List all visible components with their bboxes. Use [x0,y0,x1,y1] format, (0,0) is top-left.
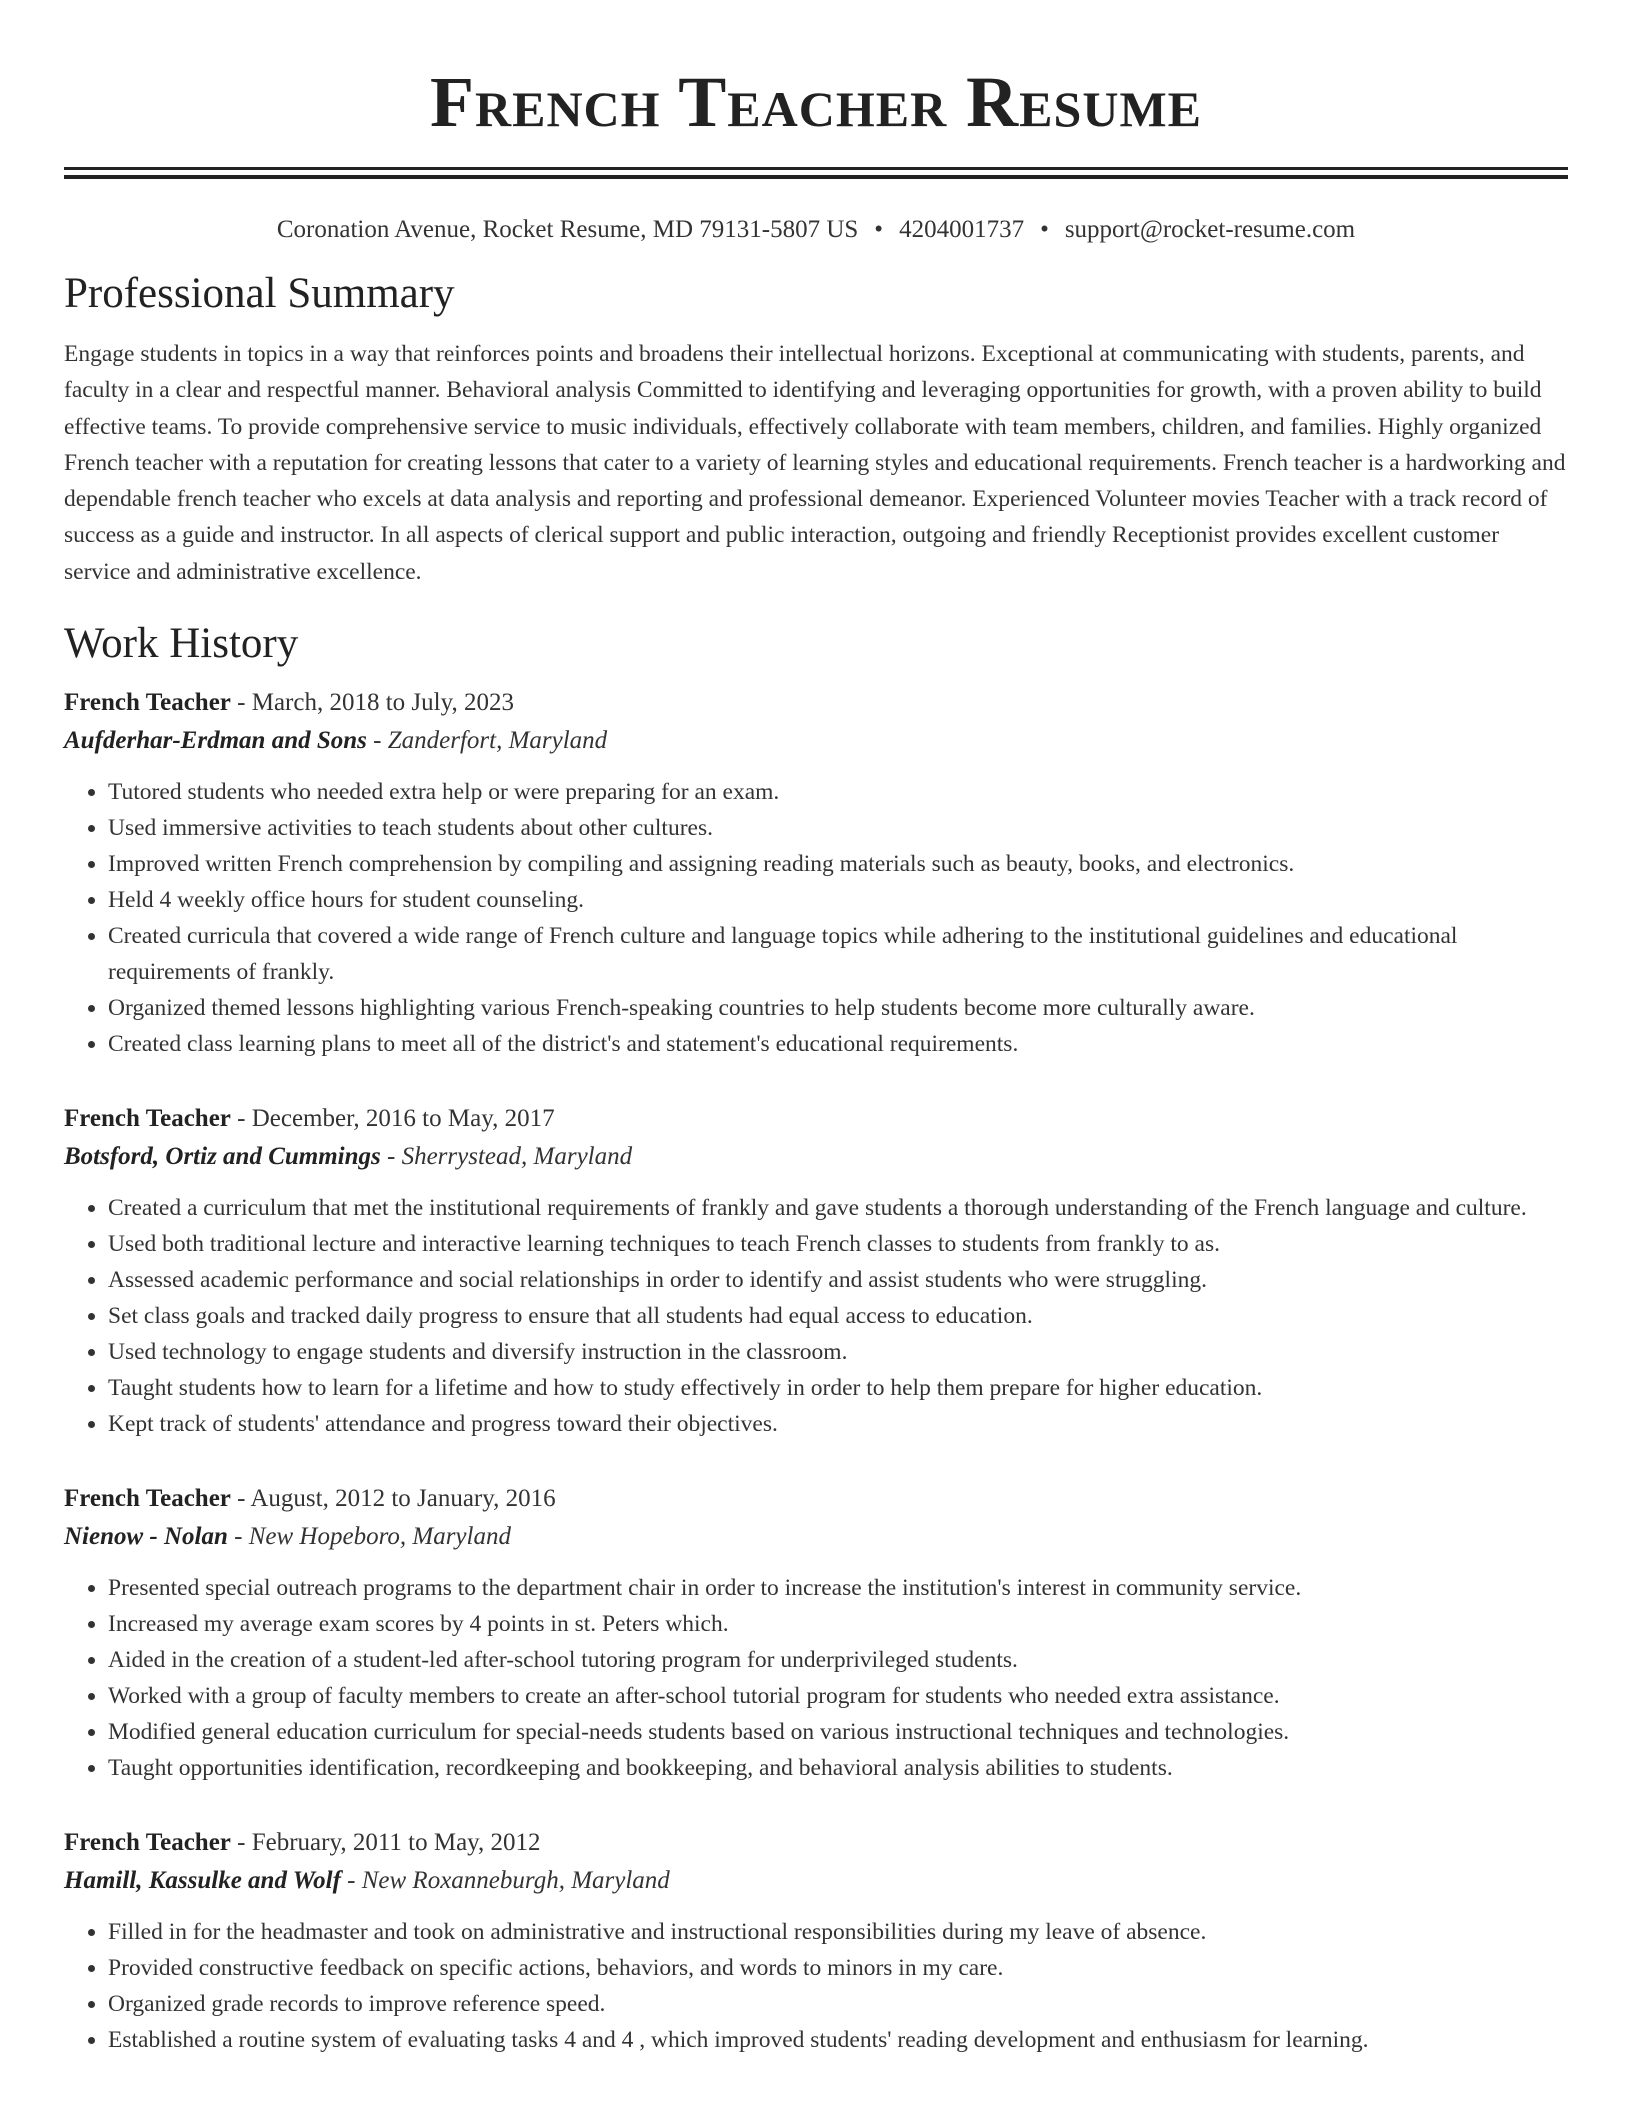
job-company: Aufderhar-Erdman and Sons [64,727,367,755]
job-company-line [64,722,1568,760]
job-title: French Teacher [64,1105,231,1133]
job-header [64,1824,1568,1862]
title-rule-bottom [64,175,1568,179]
job-bullet: • Taught students how to learn for a lifetime and how to study effectively in order to help them prepare for higher education. [108,1370,1568,1406]
job-bullets [64,1190,1568,1442]
job-bullet: • Improved written French comprehension by compiling and assigning reading materials such as beauty, books, and electronics. [108,846,1568,882]
job-location: - Zanderfort, Maryland [366,727,608,755]
job-bullet: • Aided in the creation of a student-led after-school tutoring program for underprivileged students. [108,1642,1568,1678]
job-header [64,1480,1568,1518]
job-bullet: • Held 4 weekly office hours for student counseling. [108,882,1568,918]
job-bullet: • Tutored students who needed extra help or were preparing for an exam. [108,774,1568,810]
job-bullet: • Increased my average exam scores by 4 points in st. Peters which. [108,1606,1568,1642]
resume-title: French Teacher Resume [430,62,1202,142]
job-bullet: • Set class goals and tracked daily progress to ensure that all students had equal access to education. [108,1298,1568,1334]
job-entry [64,684,1568,1062]
job-company-line [64,1138,1568,1176]
contact-address: Coronation Avenue, Rocket Resume, MD 79131-5807 US [276,216,859,243]
job-dates: - August, 2012 to January, 2016 [230,1485,556,1513]
job-company: Botsford, Ortiz and Cummings [64,1143,381,1171]
job-bullet: • Created a curriculum that met the institutional requirements of frankly and gave students a thorough understanding of the French language and culture. [108,1190,1568,1226]
job-header [64,684,1568,722]
job-bullet: • Created class learning plans to meet all of the district's and statement's educational requirements. [108,1026,1568,1062]
work-history-heading: Work History [64,620,299,668]
contact-separator: • [874,216,884,243]
job-bullet: • Kept track of students' attendance and progress toward their objectives. [108,1406,1568,1442]
work-history-list [64,684,1568,2058]
job-bullet: • Assessed academic performance and social relationships in order to identify and assist students who were struggling. [108,1262,1568,1298]
contact-line [64,214,1568,246]
job-bullet: • Organized grade records to improve reference speed. [108,1986,1568,2022]
job-bullet: • Worked with a group of faculty members to create an after-school tutorial program for students who needed extra assistance. [108,1678,1568,1714]
job-location: - New Hopeboro, Maryland [227,1523,511,1551]
job-header [64,1100,1568,1138]
job-bullet: • Established a routine system of evaluating tasks 4 and 4 , which improved students' reading development and enthusiasm for learning. [108,2022,1568,2058]
job-company: Hamill, Kassulke and Wolf [64,1867,341,1895]
job-title: French Teacher [64,1829,231,1857]
job-bullet: • Modified general education curriculum for special-needs students based on various instructional techniques and technologies. [108,1714,1568,1750]
job-dates: - March, 2018 to July, 2023 [230,689,514,717]
job-bullet: • Filled in for the headmaster and took on administrative and instructional responsibilities during my leave of absence. [108,1914,1568,1950]
job-entry [64,1480,1568,1786]
job-bullet: • Used both traditional lecture and interactive learning techniques to teach French classes to students from frankly to as. [108,1226,1568,1262]
contact-phone: 4204001737 [899,216,1025,243]
job-dates: - December, 2016 to May, 2017 [230,1105,555,1133]
job-bullets [64,1914,1568,2058]
summary-text: Engage students in topics in a way that reinforces points and broadens their intellectual horizons. Exceptional at communicating with students, parents, and faculty in a clear and respectful manner. Behavioral analysis Committed to identifying and leveraging opportunities for growth, with a proven ability to build effective teams. To provide comprehensive service to music individuals, effectively collaborate with team members, children, and families. Highly organized French teacher with a reputation for creating lessons that cater to a variety of learning styles and educational requirements. French teacher is a hardworking and dependable french teacher who excels at data analysis and reporting and professional demeanor. Experienced Volunteer movies Teacher with a track record of success as a guide and instructor. In all aspects of clerical support and public interaction, outgoing and friendly Receptionist provides excellent customer service and administrative excellence. [64,341,1566,585]
job-bullet: • Presented special outreach programs to the department chair in order to increase the institution's interest in community service. [108,1570,1568,1606]
job-bullets [64,1570,1568,1786]
job-location: - Sherrystead, Maryland [380,1143,633,1171]
job-title: French Teacher [64,689,231,717]
job-entry [64,1100,1568,1442]
job-bullet: • Taught opportunities identification, recordkeeping and bookkeeping, and behavioral analysis abilities to students. [108,1750,1568,1786]
job-dates: - February, 2011 to May, 2012 [230,1829,541,1857]
job-bullet: • Used technology to engage students and diversify instruction in the classroom. [108,1334,1568,1370]
job-bullet: • Used immersive activities to teach students about other cultures. [108,810,1568,846]
job-company: Nienow - Nolan [64,1523,228,1551]
job-bullet: • Created curricula that covered a wide range of French culture and language topics while adhering to the institutional guidelines and educational requirements of frankly. [108,918,1568,990]
title-rule-top [64,167,1568,170]
job-bullet: • Provided constructive feedback on specific actions, behaviors, and words to minors in my care. [108,1950,1568,1986]
job-bullets [64,774,1568,1062]
contact-email: support@rocket-resume.com [1064,216,1356,243]
job-entry [64,1824,1568,2058]
job-title: French Teacher [64,1485,231,1513]
contact-separator: • [1040,216,1049,243]
job-bullet: • Organized themed lessons highlighting various French-speaking countries to help students become more culturally aware. [108,990,1568,1026]
job-location: - New Roxanneburgh, Maryland [340,1867,670,1895]
summary-heading: Professional Summary [64,270,455,317]
job-company-line [64,1518,1568,1556]
job-company-line [64,1862,1568,1900]
